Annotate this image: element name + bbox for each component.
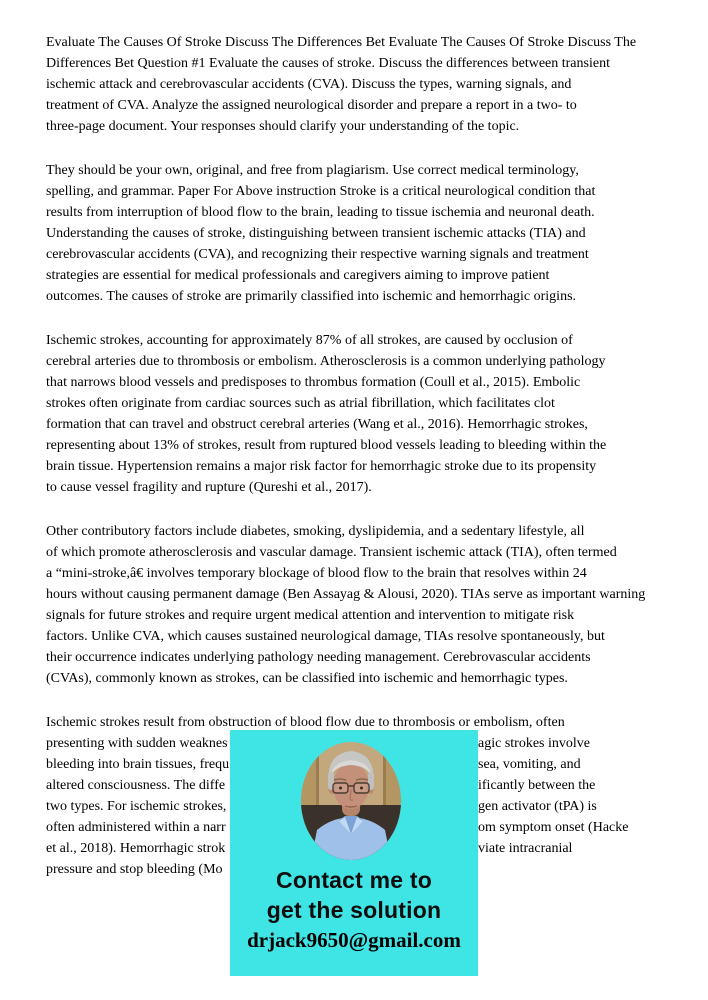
text-line: (CVAs), commonly known as strokes, can be classified into ischemic and hemorrhagic types. xyxy=(46,671,568,686)
text-fragment-left: bleeding into brain tissues, frequ xyxy=(46,757,230,772)
text-fragment-right: om symptom onset (Hacke xyxy=(478,820,629,835)
text-fragment-left: often administered within a narr xyxy=(46,820,226,835)
text-fragment-left: pressure and stop bleeding (Mo xyxy=(46,862,223,877)
text-line: formation that can travel and obstruct cerebral arteries (Wang et al., 2016). Hemorrhagic strokes, xyxy=(46,417,588,432)
text-line: treatment of CVA. Analyze the assigned neurological disorder and prepare a report in a two- to xyxy=(46,98,577,113)
text-line: results from interruption of blood flow to the brain, leading to tissue ischemia and neuronal death. xyxy=(46,205,595,220)
promo-headline-line2: get the solution xyxy=(266,897,442,923)
text-line: strokes often originate from cardiac sources such as atrial fibrillation, which facilitates clot xyxy=(46,396,555,411)
promo-headline xyxy=(230,865,478,925)
paragraph-ischemic xyxy=(46,330,671,498)
text-fragment-left: altered consciousness. The diffe xyxy=(46,778,226,793)
text-fragment-right: viate intracranial xyxy=(478,841,573,856)
text-line: Other contributory factors include diabetes, smoking, dyslipidemia, and a sedentary lifestyle, all xyxy=(46,524,585,539)
text-fragment-right: gen activator (tPA) is xyxy=(478,799,597,814)
text-fragment-left: et al., 2018). Hemorrhagic strok xyxy=(46,841,226,856)
text-fragment-right: sea, vomiting, and xyxy=(478,757,581,772)
paragraph-intro xyxy=(46,160,671,307)
promo-overlay[interactable] xyxy=(230,730,478,976)
promo-headline-line1: Contact me to xyxy=(276,867,432,893)
paragraph-question xyxy=(46,32,671,137)
text-line: hours without causing permanent damage (Ben Assayag & Alousi, 2020). TIAs serve as important warning xyxy=(46,587,646,602)
text-line: cerebral arteries due to thrombosis or embolism. Atherosclerosis is a common underlying pathology xyxy=(46,354,606,369)
paragraph-tia xyxy=(46,521,671,689)
text-line: representing about 13% of strokes, result from ruptured blood vessels leading to bleeding within the xyxy=(46,438,607,453)
text-line: They should be your own, original, and free from plagiarism. Use correct medical terminology, xyxy=(46,163,579,178)
promo-email[interactable]: drjack9650@gmail.com xyxy=(247,928,461,952)
text-line: signals for future strokes and require urgent medical attention and intervention to mitigate risk xyxy=(46,608,575,623)
text-fragment-right: agic strokes involve xyxy=(478,736,590,751)
text-line: strategies are essential for medical professionals and caregivers aiming to improve patient xyxy=(46,268,550,283)
text-line: three-page document. Your responses should clarify your understanding of the topic. xyxy=(46,119,520,134)
text-line: factors. Unlike CVA, which causes sustained neurological damage, TIAs resolve spontaneously, but xyxy=(46,629,605,644)
text-fragment-left: presenting with sudden weaknes xyxy=(46,736,228,751)
text-fragment-left: two types. For ischemic strokes, xyxy=(46,799,227,814)
tutor-portrait-image xyxy=(301,742,401,860)
text-line: brain tissue. Hypertension remains a major risk factor for hemorrhagic stroke due to its propensity xyxy=(46,459,597,474)
text-line: Differences Bet Question #1 Evaluate the causes of stroke. Discuss the differences between transient xyxy=(46,56,610,71)
text-line: outcomes. The causes of stroke are primarily classified into ischemic and hemorrhagic origins. xyxy=(46,289,577,304)
text-line: Ischemic strokes, accounting for approximately 87% of all strokes, are caused by occlusion of xyxy=(46,333,573,348)
text-line: their occurrence indicates underlying pathology needing management. Cerebrovascular accidents xyxy=(46,650,591,665)
text-line: Understanding the causes of stroke, distinguishing between transient ischemic attacks (TIA) and xyxy=(46,226,586,241)
text-line: to cause vessel fragility and rupture (Qureshi et al., 2017). xyxy=(46,480,372,495)
text-line: that narrows blood vessels and predisposes to thrombus formation (Coull et al., 2015). Embolic xyxy=(46,375,581,390)
text-fragment-right: ificantly between the xyxy=(478,778,596,793)
text-line: Evaluate The Causes Of Stroke Discuss The Differences Bet Evaluate The Causes Of Stroke Discuss The xyxy=(46,35,637,50)
text-line: ischemic attack and cerebrovascular accidents (CVA). Discuss the types, warning signals, and xyxy=(46,77,572,92)
text-line: cerebrovascular accidents (CVA), and recognizing their respective warning signals and treatment xyxy=(46,247,589,262)
text-line: a “mini-stroke,â€ involves temporary blockage of blood flow to the brain that resolves within 24 xyxy=(46,566,587,581)
text-line: of which promote atherosclerosis and vascular damage. Transient ischemic attack (TIA), often termed xyxy=(46,545,617,560)
tutor-photo xyxy=(301,742,401,860)
text-line: Ischemic strokes result from obstruction of blood flow due to thrombosis or embolism, often xyxy=(46,715,565,730)
text-line: spelling, and grammar. Paper For Above instruction Stroke is a critical neurological condition that xyxy=(46,184,596,199)
